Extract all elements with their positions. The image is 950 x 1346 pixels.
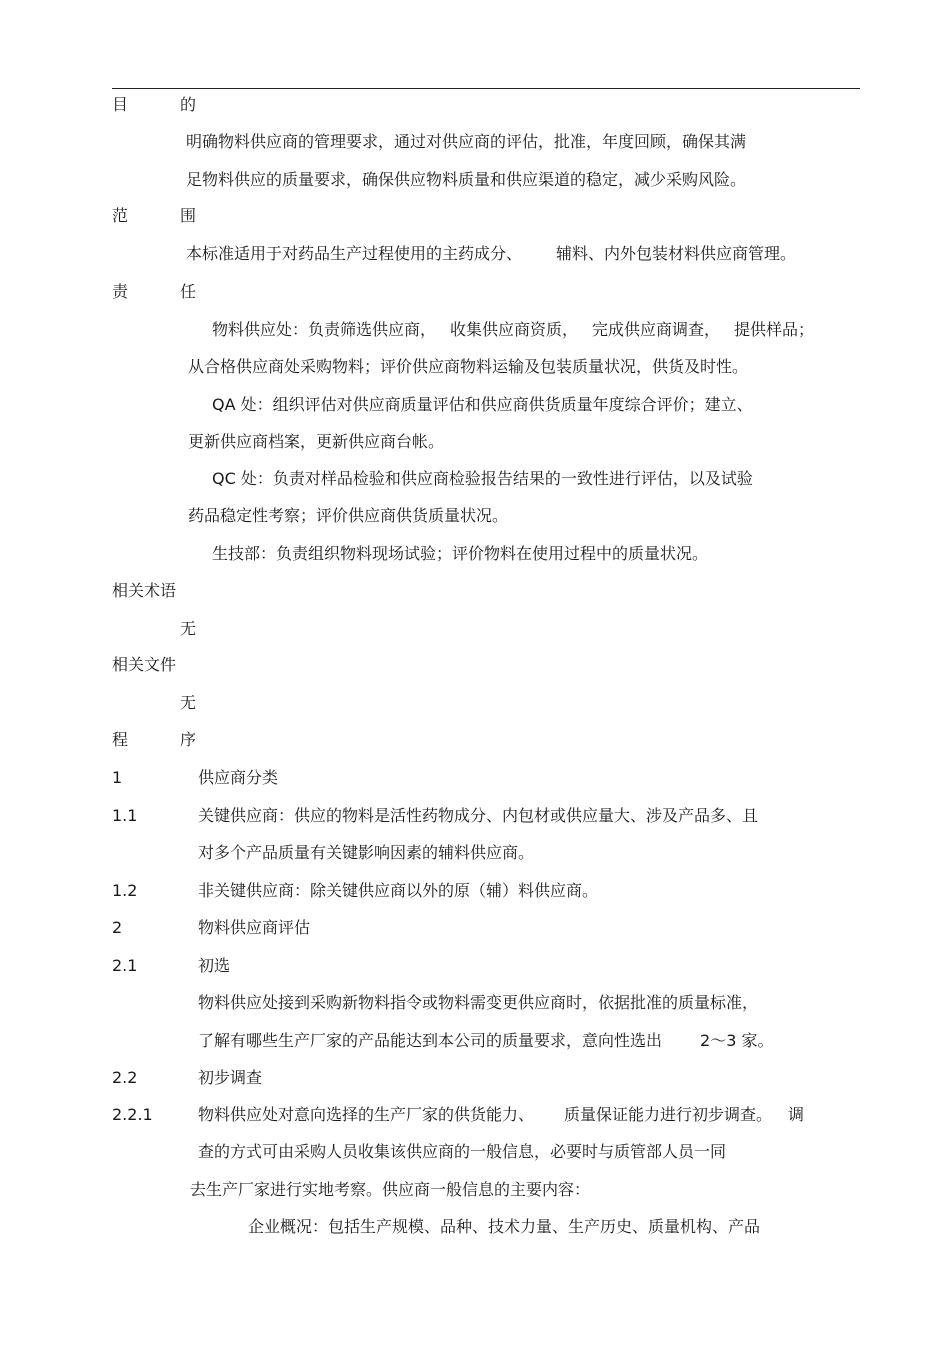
item-number: 2.2 [112,1068,138,1087]
resp-qc-line-2: 药品稳定性考察；评价供应商供货质量状况。 [188,506,509,525]
item-text-part: 质量保证能力进行初步调查。 [564,1105,773,1124]
item-text: 非关键供应商：除关键供应商以外的原（辅）料供应商。 [198,881,599,900]
resp-text-part: 提供样品； [734,320,815,339]
resp-text-part: 收集供应商资质， [450,320,579,339]
item-text-cont: 查的方式可由采购人员收集该供应商的一般信息，必要时与质管部人员一同 [198,1142,727,1161]
item-number: 1 [112,768,123,787]
header-rule [112,88,860,89]
heading-char: 序 [180,730,197,749]
section-heading-docs: 相关文件 [112,655,177,674]
item-text-part: 物料供应处对意向选择的生产厂家的供货能力、 [198,1105,535,1124]
item-text: 供应商分类 [198,768,279,787]
scope-text [186,243,796,265]
item-text-part: 2～3 家。 [700,1031,774,1050]
heading-char: 围 [180,206,197,225]
heading-char: 范 [112,206,129,225]
purpose-text-2: 足物料供应的质量要求，确保供应物料质量和供应渠道的稳定，减少采购风险。 [186,170,747,189]
item-text [198,1104,804,1126]
heading-char: 目 [112,95,129,114]
resp-qc-line-1: QC 处：负责对样品检验和供应商检验报告结果的一致性进行评估，以及试验 [212,469,753,488]
item-text-part: 调 [788,1105,805,1124]
section-heading-terms: 相关术语 [112,581,177,600]
item-text-cont: 企业概况：包括生产规模、品种、技术力量、生产历史、质量机构、产品 [248,1217,761,1236]
resp-text-part: 完成供应商调查， [592,320,721,339]
item-number: 2.2.1 [112,1105,153,1124]
item-text: 初选 [198,956,231,975]
item-number: 2 [112,918,123,937]
heading-char: 的 [180,95,197,114]
item-text: 关键供应商：供应的物料是活性药物成分、内包材或供应量大、涉及产品多、且 [198,806,759,825]
scope-text-part: 辅料、内外包装材料供应商管理。 [556,244,797,263]
section-heading-responsibility [112,281,196,303]
heading-char: 责 [112,282,129,301]
item-text-part: 了解有哪些生产厂家的产品能达到本公司的质量要求，意向性选出 [198,1031,663,1050]
terms-text: 无 [180,619,197,638]
item-text-cont: 去生产厂家进行实地考察。供应商一般信息的主要内容： [190,1180,591,1199]
resp-qa-line-2: 更新供应商档案，更新供应商台帐。 [188,432,445,451]
item-number: 2.1 [112,956,138,975]
scope-text-part: 本标准适用于对药品生产过程使用的主药成分、 [186,244,523,263]
item-number: 1.1 [112,806,138,825]
item-text: 物料供应商评估 [198,918,311,937]
resp-text-part: 物料供应处：负责筛选供应商， [212,320,437,339]
resp-qa-line-1: QA 处：组织评估对供应商质量评估和供应商供货质量年度综合评价；建立、 [212,395,753,414]
section-heading-purpose [112,94,196,116]
item-text-cont: 对多个产品质量有关键影响因素的辅料供应商。 [198,843,535,862]
docs-text: 无 [180,693,197,712]
item-text-cont: 物料供应处接到采购新物料指令或物料需变更供应商时，依据批准的质量标准， [198,993,759,1012]
item-text-cont [198,1030,773,1052]
item-text: 初步调查 [198,1068,263,1087]
resp-production-line: 生技部：负责组织物料现场试验；评价物料在使用过程中的质量状况。 [212,544,709,563]
item-number: 1.2 [112,881,138,900]
purpose-text-1: 明确物料供应商的管理要求，通过对供应商的评估，批准，年度回顾，确保其满 [186,132,747,151]
section-heading-scope [112,205,196,227]
heading-char: 任 [180,282,197,301]
resp-supply-line-2: 从合格供应商处采购物料；评价供应商物料运输及包装质量状况，供货及时性。 [188,357,749,376]
section-heading-procedure [112,729,196,751]
resp-supply-line-1 [212,319,814,341]
heading-char: 程 [112,730,129,749]
